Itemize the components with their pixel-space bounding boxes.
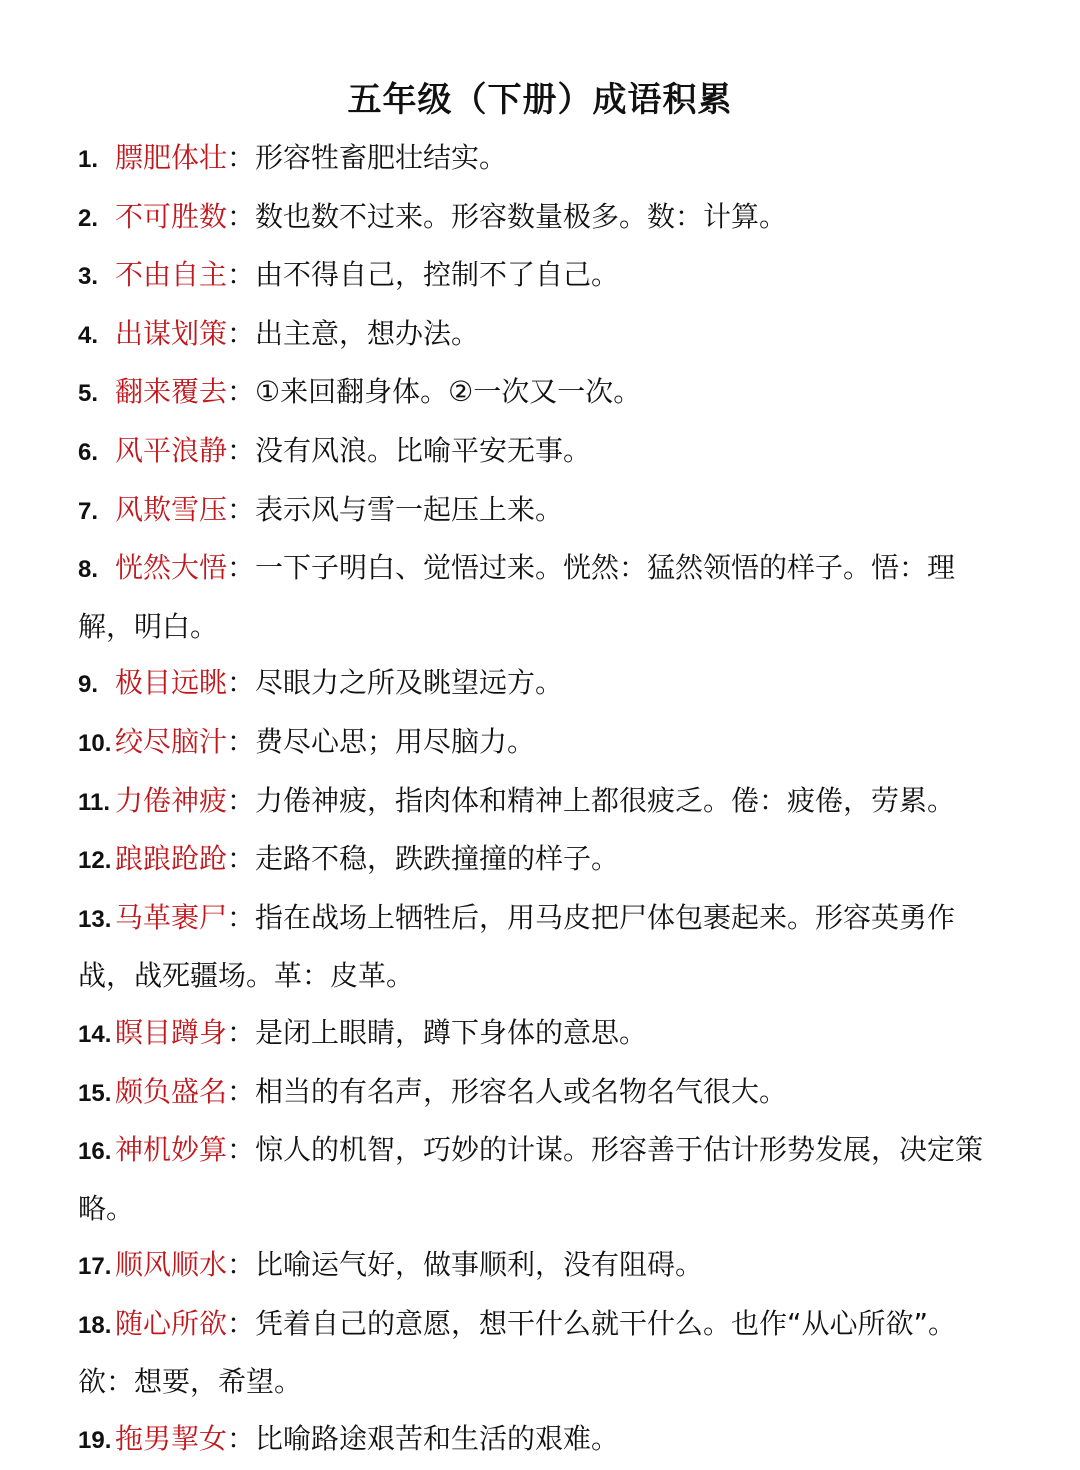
separator: ： [227,842,256,876]
idiom-term: 出谋划策 [115,316,228,350]
separator: ： [227,199,256,233]
list-item [78,773,1008,832]
separator: ： [227,1133,256,1167]
entry-number: 17. [78,1253,112,1281]
list-item [78,1411,1008,1470]
idiom-definition: ①来回翻身体。②一次又一次。 [255,375,642,409]
list-item [78,1005,1008,1064]
list-item [78,831,1008,890]
idiom-definition: 力倦神疲，指肉体和精神上都很疲乏。倦：疲倦，劳累。 [255,783,956,817]
idiom-definition: 表示风与雪一起压上来。 [255,492,564,526]
separator: ： [227,900,256,934]
idiom-term: 随心所欲 [115,1306,228,1340]
idiom-definition: 指在战场上牺牲后，用马皮把尸体包裹起来。形容英勇作战，战死疆场。革：皮革。 [78,900,956,993]
list-item [78,1122,1008,1237]
idiom-definition: 一下子明白、觉悟过来。恍然：猛然领悟的样子。悟：理解，明白。 [78,551,956,643]
list-item [78,1064,1008,1123]
idiom-term: 颇负盛名 [115,1074,228,1108]
separator: ： [227,433,256,467]
idiom-term: 极目远眺 [115,666,228,700]
separator: ： [227,141,256,174]
entry-number: 18. [78,1311,112,1339]
idiom-term: 翻来覆去 [115,375,228,409]
idiom-term: 神机妙算 [115,1133,228,1167]
idiom-term: 马革裹尸 [115,900,228,934]
list-item [78,130,1008,189]
separator: ： [227,1074,256,1108]
entry-number: 2. [78,204,99,232]
list-item [78,714,1008,773]
idiom-definition: 数也数不过来。形容数量极多。数：计算。 [255,199,788,233]
idiom-term: 瞑目蹲身 [115,1015,228,1049]
separator: ： [227,724,256,758]
separator: ： [227,1015,256,1049]
list-item [78,1296,1008,1411]
separator: ： [227,258,256,292]
idiom-term: 绞尽脑汁 [115,724,228,758]
idiom-definition: 惊人的机智，巧妙的计谋。形容善于估计形势发展，决定策略。 [78,1133,984,1225]
entry-number: 13. [78,905,112,933]
list-item [78,890,1008,1005]
idiom-term: 力倦神疲 [115,783,228,817]
separator: ： [227,492,256,526]
idiom-term: 风欺雪压 [115,492,228,526]
entry-number: 14. [78,1020,112,1048]
idiom-definition: 出主意，想办法。 [255,316,480,350]
idiom-definition: 是闭上眼睛，蹲下身体的意思。 [255,1015,648,1049]
entry-number: 19. [78,1427,112,1455]
entry-number: 1. [78,146,99,173]
idiom-definition: 尽眼力之所及眺望远方。 [255,666,564,700]
idiom-definition: 走路不稳，跌跌撞撞的样子。 [255,842,620,876]
separator: ： [227,316,256,350]
idiom-term: 不可胜数 [115,199,228,233]
entry-number: 3. [78,263,99,291]
idiom-term: 拖男挈女 [115,1422,228,1456]
separator: ： [227,666,256,700]
list-item [78,189,1008,248]
idiom-term: 恍然大悟 [115,551,228,585]
separator: ： [227,1306,256,1340]
list-item [78,655,1008,714]
entry-number: 6. [78,438,99,466]
separator: ： [227,551,256,585]
entry-number: 7. [78,497,99,525]
idiom-definition: 费尽心思；用尽脑力。 [255,724,536,758]
entry-number: 8. [78,556,99,584]
idiom-definition: 相当的有名声，形容名人或名物名气很大。 [255,1074,788,1108]
separator: ： [227,1248,256,1282]
entry-number: 9. [78,671,99,699]
list-item [78,1237,1008,1296]
idiom-term: 不由自主 [115,258,228,292]
separator: ： [227,375,256,409]
entry-number: 15. [78,1079,112,1107]
idiom-definition: 比喻路途艰苦和生活的艰难。 [255,1422,620,1456]
idiom-definition: 比喻运气好，做事顺利，没有阻碍。 [255,1248,704,1282]
entry-number: 5. [78,380,99,408]
entry-number: 10. [78,729,112,757]
list-item [78,423,1008,482]
idiom-definition: 凭着自己的意愿，想干什么就干什么。也作“从心所欲”。欲：想要，希望。 [78,1306,957,1399]
entry-number: 11. [78,788,111,816]
list-item [78,247,1008,306]
idiom-term: 顺风顺水 [115,1248,228,1282]
list-item [78,364,1008,423]
separator: ： [227,1422,256,1456]
idiom-list [78,130,1008,1470]
page-title: 五年级（下册）成语积累 [347,80,733,120]
idiom-definition: 形容牲畜肥壮结实。 [255,141,508,174]
idiom-term: 踉踉跄跄 [115,842,228,876]
list-item [78,482,1008,541]
idiom-term: 膘肥体壮 [115,141,228,174]
entry-number: 16. [78,1138,112,1166]
idiom-definition: 没有风浪。比喻平安无事。 [255,433,592,467]
entry-number: 4. [78,321,99,349]
idiom-term: 风平浪静 [115,433,228,467]
list-item [78,540,1008,655]
entry-number: 12. [78,847,112,875]
idiom-definition: 由不得自己，控制不了自己。 [255,258,620,292]
list-item [78,306,1008,365]
separator: ： [227,783,256,817]
